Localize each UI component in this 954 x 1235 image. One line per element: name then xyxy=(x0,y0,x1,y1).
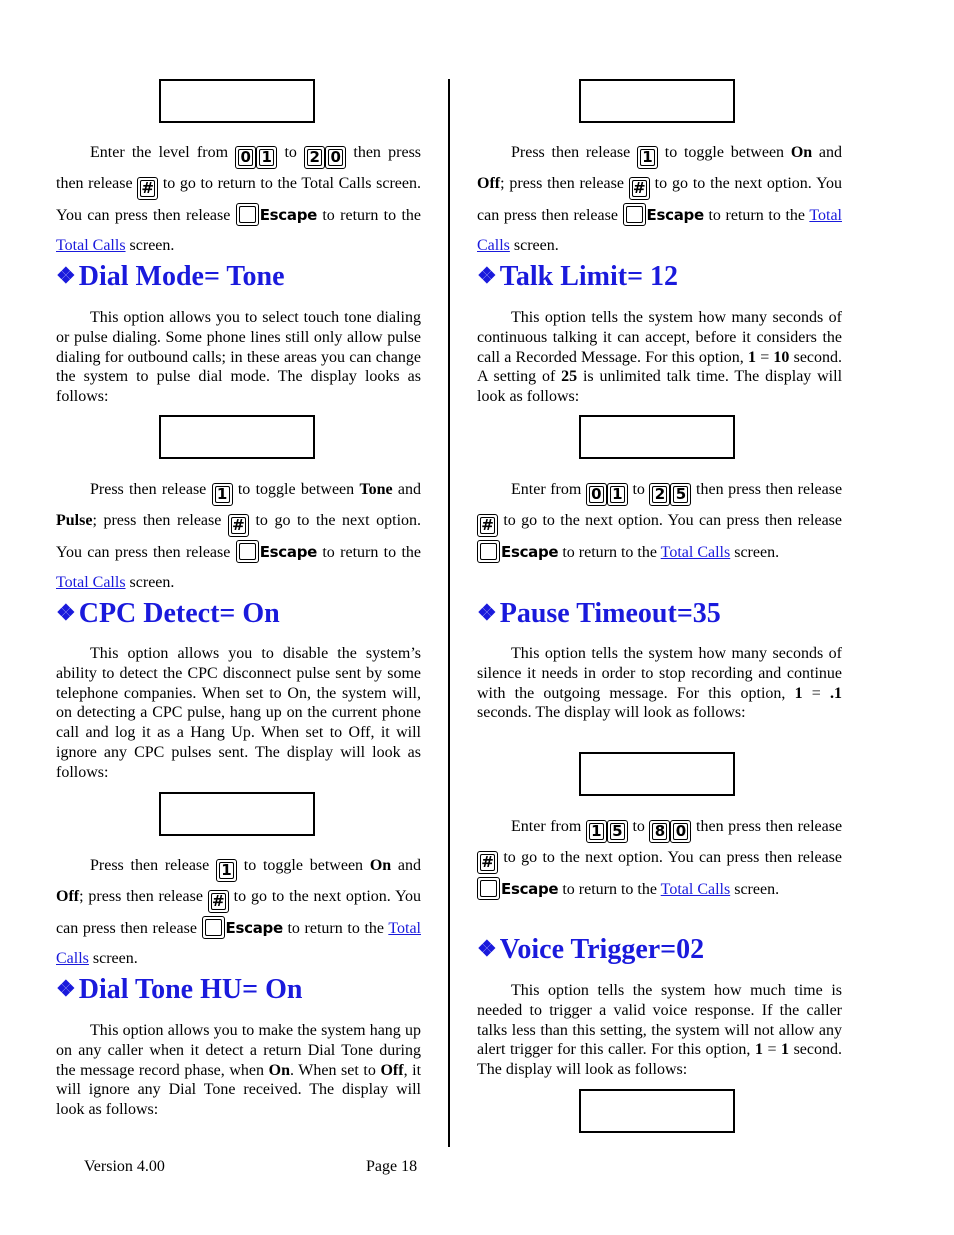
dial-tone-hu-description: This option allows you to make the system hang up on any caller when it detect a return Dial Tone during the message record phase, when On. When set to Off, it will ignore any Dial Tone received. The display will look as follows: xyxy=(56,1022,422,1119)
key-5: 5 xyxy=(670,483,691,506)
key-1: 1 xyxy=(256,146,277,169)
cpc-detect-instructions: Press then release 1 to toggle between On and Off; press then release # to go to the next option. You can press then release Escape to return to the Total Calls screen. xyxy=(56,857,422,967)
escape-key-label: Escape xyxy=(501,880,559,898)
talk-limit-description: This option tells the system how many seconds of continuous talking it can accept, before it considers the call a Recorded Message. For this option, 1 = 10 second. A setting of 25 is unlimited talk time. The display will look as follows: xyxy=(477,309,843,406)
key-0: 0 xyxy=(670,820,691,843)
pause-timeout-description: This option tells the system how many seconds of silence it needs in order to stop recording and continue with the outgoing message. For this option, 1 = .1 seconds. The display will look as follows: xyxy=(477,645,843,722)
total-calls-link[interactable]: Total Calls xyxy=(660,881,731,898)
escape-key-icon xyxy=(236,203,259,226)
escape-key-icon xyxy=(202,916,225,939)
lcd-display-cpc-detect xyxy=(159,792,315,836)
total-calls-link[interactable]: Total Calls xyxy=(56,920,421,967)
key-5: 5 xyxy=(607,820,628,843)
diamond-bullet-icon: ❖ xyxy=(56,600,76,625)
escape-key-label: Escape xyxy=(259,206,318,224)
diamond-bullet-icon: ❖ xyxy=(477,936,497,961)
escape-key-icon xyxy=(236,540,259,563)
key-1: 1 xyxy=(212,483,233,506)
key-1: 1 xyxy=(607,483,628,506)
dial-mode-instructions: Press then release 1 to toggle between Tone and Pulse; press then release # to go to the next option. You can press then release Escape to return to the Total Calls screen. xyxy=(56,481,422,591)
diamond-bullet-icon: ❖ xyxy=(56,263,76,288)
lcd-display-talk-limit xyxy=(579,415,735,459)
key-0: 0 xyxy=(325,146,346,169)
lcd-display-voice-trigger xyxy=(579,1089,735,1133)
column-divider xyxy=(448,79,450,1147)
talk-limit-instructions: Enter from 0 1 to 2 5 then press then release # to go to the next option. You can press then release Escape to return to the Total Calls screen. xyxy=(477,475,842,568)
key-hash: # xyxy=(208,890,229,913)
key-pair-01 xyxy=(586,475,628,506)
key-1: 1 xyxy=(637,146,658,169)
escape-key-label: Escape xyxy=(225,919,283,937)
key-pair-15 xyxy=(586,812,628,843)
key-2: 2 xyxy=(649,483,670,506)
level-instructions: Enter the level from 0 1 to 2 0 then press then release # to go to return to the Total Calls screen. You can press then release Escape to return to the Total Calls screen. xyxy=(56,138,421,261)
heading-dial-mode: ❖ Dial Mode= Tone xyxy=(56,261,285,292)
diamond-bullet-icon: ❖ xyxy=(56,976,76,1001)
heading-cpc-detect: ❖ CPC Detect= On xyxy=(56,598,280,629)
escape-key-icon xyxy=(623,203,646,226)
key-hash: # xyxy=(477,514,498,537)
key-1: 1 xyxy=(216,859,237,882)
diamond-bullet-icon: ❖ xyxy=(477,263,497,288)
key-pair-80 xyxy=(649,812,691,843)
escape-key-label: Escape xyxy=(259,543,318,561)
voice-trigger-description: This option tells the system how much time is needed to trigger a valid voice response. If the caller talks less than this setting, the system will not allow any alert trigger for this caller. For this option, 1 = 1 second. The display will look as follows: xyxy=(477,982,843,1079)
key-pair-01 xyxy=(235,138,277,169)
heading-talk-limit: ❖ Talk Limit= 12 xyxy=(477,261,679,292)
heading-dial-tone-hu: ❖ Dial Tone HU= On xyxy=(56,974,303,1005)
diamond-bullet-icon: ❖ xyxy=(477,600,497,625)
cpc-toggle-instructions: Press then release 1 to toggle between On and Off; press then release # to go to the next option. You can press then release Escape to return to the Total Calls screen. xyxy=(477,144,843,254)
total-calls-link[interactable]: Total Calls xyxy=(660,544,731,561)
key-hash: # xyxy=(477,851,498,874)
key-0: 0 xyxy=(235,146,256,169)
key-2: 2 xyxy=(304,146,325,169)
key-hash: # xyxy=(228,514,249,537)
total-calls-link[interactable]: Total Calls xyxy=(56,574,126,591)
key-pair-25 xyxy=(649,475,691,506)
lcd-display-dial-mode xyxy=(159,415,315,459)
key-0: 0 xyxy=(586,483,607,506)
key-1: 1 xyxy=(586,820,607,843)
escape-key-label: Escape xyxy=(501,543,559,561)
dial-mode-description: This option allows you to select touch tone dialing or pulse dialing. Some phone lines still only allow pulse dialing for outbound calls; in these areas you can change the system to pulse dial mode. The display looks as follows: xyxy=(56,309,421,406)
heading-voice-trigger: ❖ Voice Trigger=02 xyxy=(477,934,705,965)
footer-version: Version 4.00 xyxy=(84,1158,165,1175)
escape-key-icon xyxy=(477,877,500,900)
cpc-detect-description: This option allows you to disable the system’s ability to detect the CPC disconnect pulse sent by some telephone companies. When set to On, the system will, on detecting a CPC pulse, hang up on the current phone call and log it as a Hang Up. When set to Off, it will ignore any CPC pulses sent. The display will look as follows: xyxy=(56,645,421,781)
total-calls-link[interactable]: Total Calls xyxy=(477,207,842,254)
key-8: 8 xyxy=(649,820,670,843)
lcd-display-pause-timeout xyxy=(579,752,735,796)
escape-key-icon xyxy=(477,540,500,563)
escape-key-label: Escape xyxy=(646,206,704,224)
pause-timeout-instructions: Enter from 1 5 to 8 0 then press then release # to go to the next option. You can press then release Escape to return to the Total Calls screen. xyxy=(477,812,842,905)
lcd-display-cpc-toggle xyxy=(579,79,735,123)
key-hash: # xyxy=(137,177,158,200)
footer-page-number: Page 18 xyxy=(366,1158,418,1175)
key-pair-20 xyxy=(304,138,346,169)
key-hash: # xyxy=(629,177,650,200)
lcd-display-level xyxy=(159,79,315,123)
total-calls-link[interactable]: Total Calls xyxy=(56,237,126,254)
heading-pause-timeout: ❖ Pause Timeout=35 xyxy=(477,598,721,629)
